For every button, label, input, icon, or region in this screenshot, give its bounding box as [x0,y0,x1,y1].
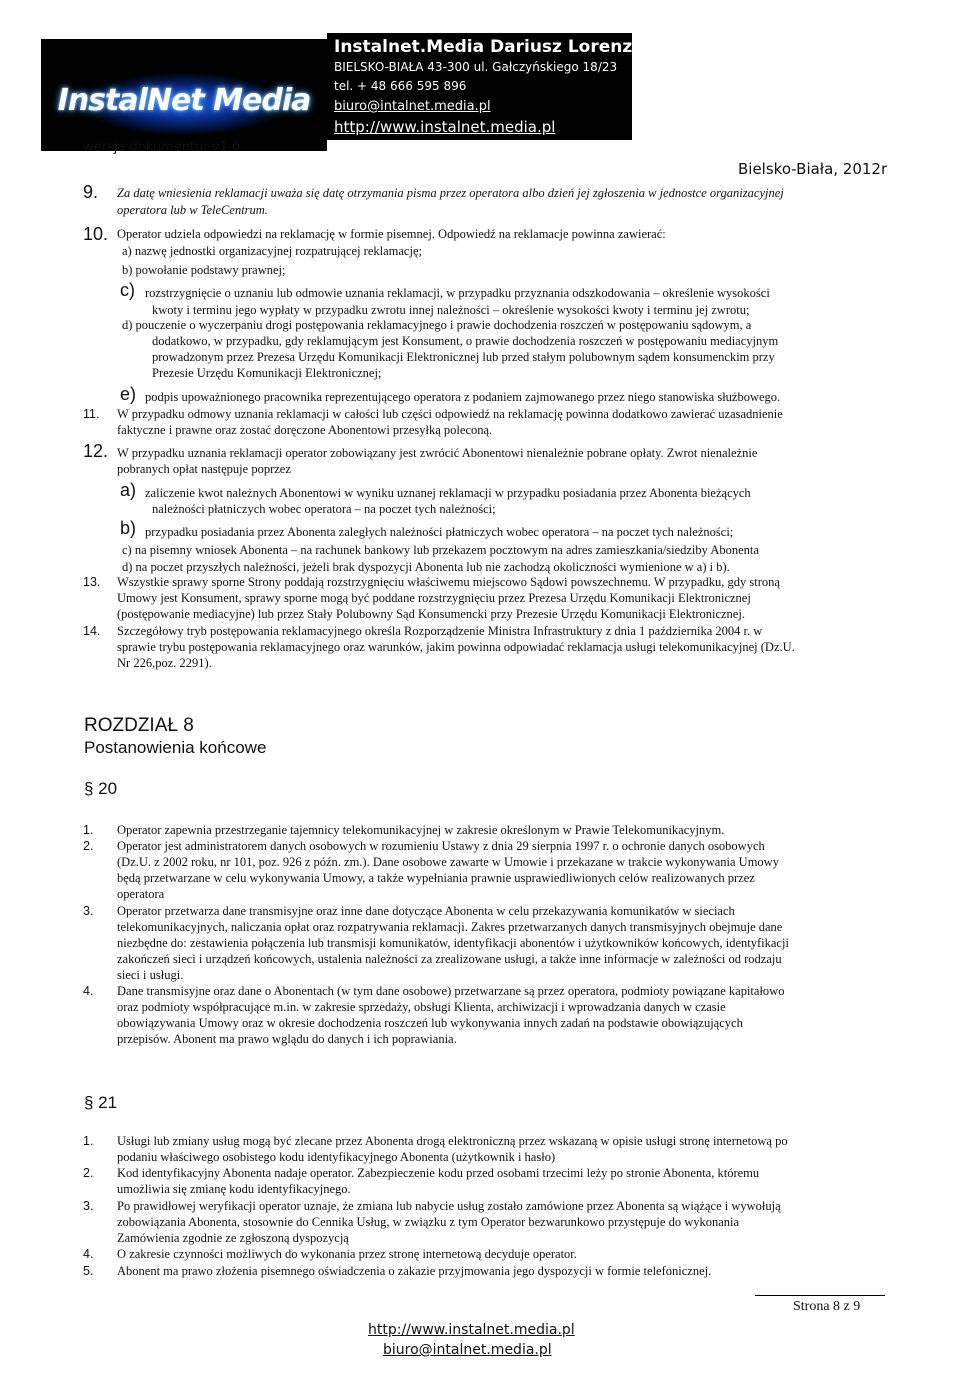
company-phone: tel. + 48 666 595 896 [334,79,467,93]
chapter-title: ROZDZIAŁ 8 [84,715,194,736]
item-10b: b) powołanie podstawy prawnej; [122,263,286,277]
item-number: 10. [83,224,109,244]
company-address: BIELSKO-BIAŁA 43-300 ul. Gałczyńskiego 18/23 [334,60,618,74]
item-12a-line: zaliczenie kwot należnych Abonentowi w wyniku uznanej reklamacji w przypadku posiadania przez Abonenta bieżących [145,486,751,500]
list-marker: e) [120,384,137,404]
item-number: 12. [83,441,109,461]
s21-item-4-line: O zakresie czynności możliwych do wykonania przez stronę internetową decyduje operator. [117,1247,577,1261]
s20-item-4-line: oraz podmioty współpracujące m.in. w zakresie sprzedaży, obsługi Klienta, archiwizacji i wprowadzania danych w czasie [117,1000,726,1014]
s20-item-3-line: zakończeń sieci i urządzeń końcowych, ustalenia należności za zrealizowane usługi, a także inne informacje w zależności od rodzaju [117,952,782,966]
item-10a: a) nazwę jednostki organizacyjnej rozpatrującej reklamację; [122,244,422,258]
s21-item-3-line: zobowiązania Abonenta, stosownie do Cennika Usług, w związku z tym Operator bezwarunkowo przystępuje do wykonania [117,1215,740,1229]
s20-item-2-line: Operator jest administratorem danych osobowych w rozumieniu Ustawy z dnia 29 sierpnia 1997 r. o ochronie danych osobowych [117,839,765,853]
item-number: 1. [83,823,94,837]
item-12b: przypadku posiadania przez Abonenta zaległych należności płatniczych wobec operatora – na poczet tych należności; [145,525,734,539]
header-website-link[interactable]: http://www.instalnet.media.pl [334,118,556,136]
footer-website-link[interactable]: http://www.instalnet.media.pl [368,1322,575,1338]
item-number: 2. [83,1166,94,1180]
s20-item-4-line: obowiązywania Umowy oraz w okresie dochodzenia roszczeń lub wykonywania innych zadań na podstawie obowiązujących [117,1016,743,1030]
s21-item-2-line: Kod identyfikacyjny Abonenta nadaje operator. Zabezpieczenie kodu przed osobami trzecimi leży po stronie Abonenta, któremu [117,1166,760,1180]
document-version: wersja dokumentu: v1.0 [83,140,241,155]
item-12c: c) na pisemny wniosek Abonenta – na rachunek bankowy lub przekazem pocztowym na adres zamieszkania/siedziby Abonenta [122,543,759,557]
company-logo [41,39,327,151]
item-10c-line: rozstrzygnięcie o uznaniu lub odmowie uznania reklamacji, w przypadku przyznania odszkodowania – określenie wysokości [145,286,770,300]
item-10c-line: kwoty i terminu jego wypłaty w przypadku zwrotu innej należności – określenie wysokości kwoty i terminu jej zwrotu; [152,303,750,317]
s20-item-2-line: operatora [117,887,165,901]
item-14-line: Szczegółowy tryb postępowania reklamacyjnego określa Rozporządzenie Ministra Infrastruktury z dnia 1 października 2004 r. w [117,624,763,638]
s20-item-3-line: niezbędne do: zestawienia połączenia lub transmisji komunikatów, identyfikacji abonentów i użytkowników końcowych, identyfikacji [117,936,789,950]
item-11-line: faktyczne i prawne oraz zostać doręczone Abonentowi przesyłką poleconą. [117,423,493,437]
item-10d-line: d) pouczenie o wyczerpaniu drogi postępowania reklamacyjnego i prawie dochodzenia roszczeń w postępowaniu sądowym, a [122,318,752,332]
s21-item-1-line: podaniu właściwego osobistego kodu identyfikacyjnego Abonenta (użytkownik i hasło) [117,1150,556,1164]
item-14-line: sprawie trybu postępowania reklamacyjnego oraz warunków, jakim powinna odpowiadać reklamacja usługi telekomunikacyjnej (Dz.U. [117,640,795,654]
item-number: 9. [83,182,99,202]
s20-item-3-line: telekomunikacyjnych, naliczania opłat oraz rozpatrywania reklamacji. Zakres przetwarzanych danych transmisyjnych obejmuje dane [117,920,783,934]
item-10d-line: Prezesie Urzędu Komunikacji Elektronicznej; [152,366,382,380]
s20-item-4-line: Dane transmisyjne oraz dane o Abonentach (w tym dane osobowe) przetwarzane są przez operatora, podmioty powiązane kapitałowo [117,984,785,998]
header-email-link[interactable]: biuro@intalnet.media.pl [334,99,491,114]
item-number: 13. [83,575,101,589]
item-13-line: Wszystkie sprawy sporne Strony poddają rozstrzygnięciu właściwemu miejscowo Sądowi powszechnemu. W przypadku, gdy stroną [117,575,780,589]
place-date: Bielsko-Biała, 2012r [738,160,888,178]
item-number: 1. [83,1134,94,1148]
item-11-line: W przypadku odmowy uznania reklamacji w całości lub części odpowiedź na reklamację powinna dodatkowo zawierać uzasadnienie [117,407,783,421]
s21-item-3-line: Po prawidłowej weryfikacji operator uznaje, że zmiana lub nabycie usług zostało zamówione przez Abonenta są wiążące i wywołują [117,1199,781,1213]
item-14-line: Nr 226,poz. 2291). [117,656,212,670]
item-number: 3. [83,1199,94,1213]
section-heading: § 21 [84,1093,118,1112]
s20-item-2-line: będą przetwarzane w celu wykonywania Umowy, a także wypełniania prawnie usprawiedliwionych celów realizowanych przez [117,871,755,885]
page-number: Strona 8 z 9 [793,1299,861,1314]
section-heading: § 20 [84,779,118,798]
item-13-line: Umowy jest Konsument, sprawy sporne mogą być poddane rozstrzygnięciu przez Prezesa Urzędu Komunikacji Elektronicznej [117,591,751,605]
logo-text: InstalNet Media [57,83,311,118]
item-12-line: pobranych opłat następuje poprzez [117,462,291,476]
item-12d: d) na poczet przyszłych należności, jeżeli brak dyspozycji Abonenta lub nie zachodzą okoliczności wymienione w a) i b). [122,560,730,574]
s20-item-4-line: przepisów. Abonent ma prawo wglądu do danych i ich poprawiania. [117,1032,457,1046]
s20-item-3-line: Operator przetwarza dane transmisyjne oraz inne dane dotyczące Abonenta w celu przekazywania komunikatów w sieciach [117,904,735,918]
s20-item-1-line: Operator zapewnia przestrzeganie tajemnicy telekomunikacyjnej w zakresie określonym w Prawie Telekomunikacyjnym. [117,823,725,837]
item-10d-line: prowadzonym przez Prezesa Urzędu Komunikacji Elektronicznej lub przed stałym polubownym sądem konsumenckim przy [152,350,775,364]
item-number: 3. [83,904,94,918]
chapter-subtitle: Postanowienia końcowe [84,738,267,757]
item-number: 11. [83,407,100,421]
s20-item-3-line: sieci i usługi. [117,968,184,982]
list-marker: b) [120,518,137,538]
item-10-line: Operator udziela odpowiedzi na reklamację w formie pisemnej. Odpowiedź na reklamacje powinna zawierać: [117,227,666,241]
s20-item-2-line: (Dz.U. z 2002 roku, nr 101, poz. 926 z późn. zm.). Dane osobowe zawarte w Umowie i przekazane w trakcie wykonywania Umowy [117,855,779,869]
s21-item-3-line: Zamówienia zgodnie ze zgłoszoną dyspozycją [117,1231,349,1245]
item-number: 4. [83,984,94,998]
item-13-line: (postępowanie mediacyjne) lub przez Stały Polubowny Sąd Konsumencki przy Prezesie Urzędu Komunikacji Elektronicznej. [117,607,745,621]
item-number: 14. [83,624,101,638]
item-10d-line: dodatkowo, w przypadku, gdy reklamującym jest Konsument, o prawie dochodzenia roszczeń w postępowaniu mediacyjnym [152,334,779,348]
item-12a-line: należności płatniczych wobec operatora – na poczet tych należności; [152,502,496,516]
item-number: 2. [83,839,94,853]
item-10e: podpis upoważnionego pracownika reprezentującego operatora z podaniem zajmowanego przez niego stanowiska służbowego. [145,390,781,404]
list-marker: c) [120,280,135,300]
s21-item-5-line: Abonent ma prawo złożenia pisemnego oświadczenia o zakazie przyjmowania jego dyspozycji w formie telefonicznej. [117,1264,712,1278]
s21-item-1-line: Usługi lub zmiany usług mogą być zlecane przez Abonenta drogą elektroniczną przez wskazaną w opisie usługi stronę internetową po [117,1134,788,1148]
item-9-line: Za datę wniesienia reklamacji uważa się datę otrzymania pisma przez operatora albo dzień jej zgłoszenia w jednostce organizacyjnej [117,186,784,200]
s21-item-2-line: umożliwia się zmianę kodu identyfikacyjnego. [117,1182,351,1196]
footer-email-link[interactable]: biuro@intalnet.media.pl [383,1342,552,1358]
item-9-line: operatora lub w TeleCentrum. [117,203,268,217]
item-12-line: W przypadku uznania reklamacji operator zobowiązany jest zwrócić Abonentowi nienależnie pobrane opłaty. Zwrot nienależnie [117,446,758,460]
item-number: 5. [83,1264,94,1278]
item-number: 4. [83,1247,94,1261]
list-marker: a) [120,480,137,500]
company-name: Instalnet.Media Dariusz Lorenz [334,37,633,57]
footer-rule [755,1295,885,1296]
